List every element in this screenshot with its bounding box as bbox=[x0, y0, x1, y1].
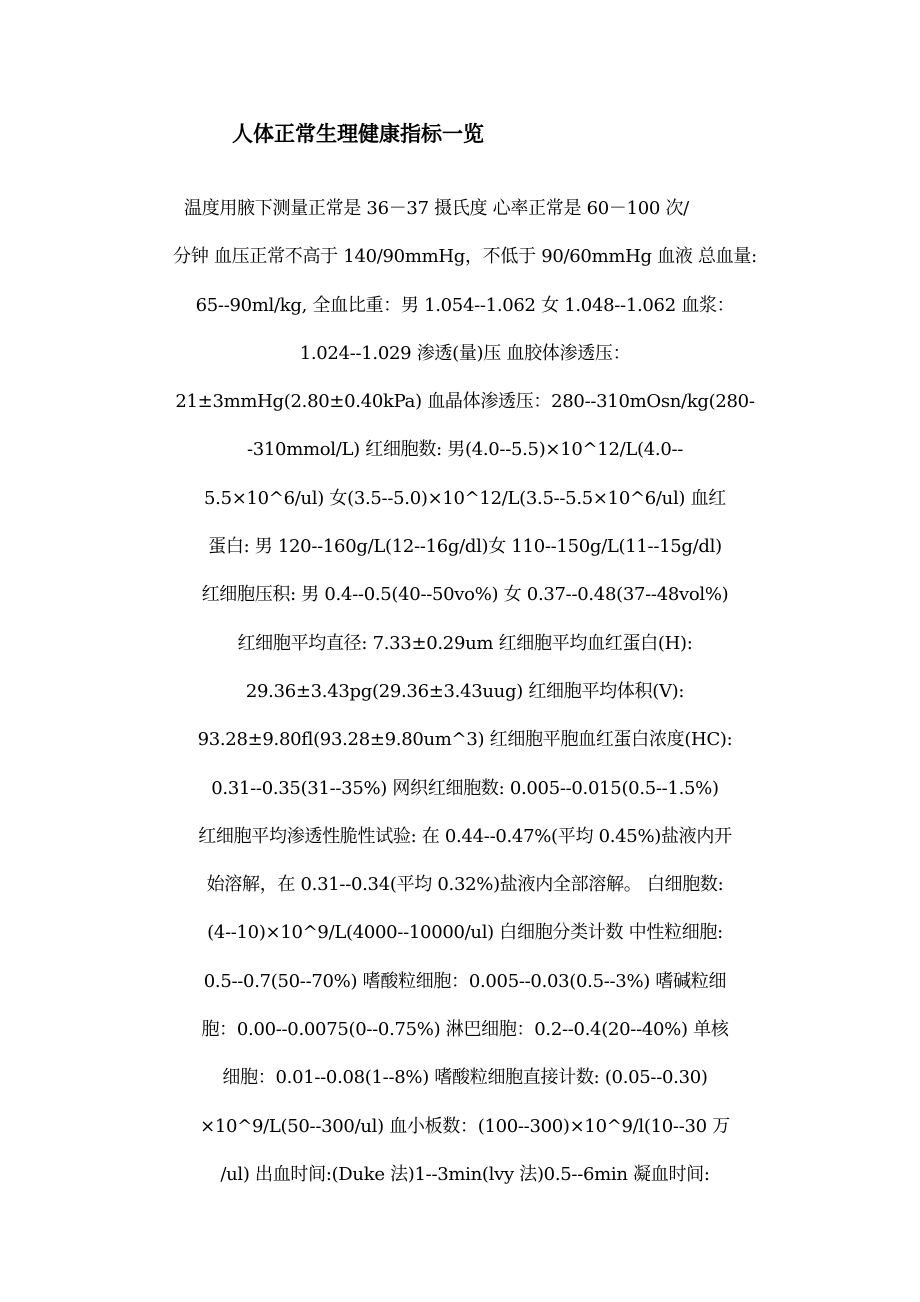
text-line: 21±3mmHg(2.80±0.40kPa) 血晶体渗透压：280--310mOsn/kg(280- bbox=[175, 391, 755, 413]
text-line: 0.5--0.7(50--70%) 嗜酸粒细胞：0.005--0.03(0.5--3%) 嗜碱粒细 bbox=[203, 970, 727, 992]
text-line: 5.5×10^6/ul) 女(3.5--5.0)×10^12/L(3.5--5.5×10^6/ul) 血红 bbox=[204, 487, 726, 509]
document-body bbox=[140, 187, 790, 1201]
text-line: 93.28±9.80fl(93.28±9.80um^3) 红细胞平胞血红蛋白浓度(HC): bbox=[197, 729, 733, 751]
text-line: 细胞：0.01--0.08(1--8%) 嗜酸粒细胞直接计数: (0.05--0.30) bbox=[222, 1067, 708, 1089]
text-line: 分钟 血压正常不高于 140/90mmHg，不低于 90/60mmHg 血液 总血量: bbox=[173, 246, 757, 268]
text-line: -310mmol/L) 红细胞数: 男(4.0--5.5)×10^12/L(4.0-- bbox=[246, 439, 684, 461]
text-line: 1.024--1.029 渗透(量)压 血胶体渗透压： bbox=[299, 342, 631, 364]
text-line: 红细胞平均渗透性脆性试验: 在 0.44--0.47%(平均 0.45%)盐液内开 bbox=[198, 825, 732, 847]
text-line: 始溶解，在 0.31--0.34(平均 0.32%)盐液内全部溶解。 白细胞数: bbox=[206, 874, 724, 896]
text-line: 65--90ml/kg, 全血比重：男 1.054--1.062 女 1.048--1.062 血浆： bbox=[195, 294, 735, 316]
text-line: /ul) 出血时间:(Duke 法)1--3min(lvy 法)0.5--6min 凝血时间: bbox=[220, 1163, 710, 1185]
document-title: 人体正常生理健康指标一览 bbox=[232, 122, 484, 146]
text-line: 温度用腋下测量正常是 36－37 摄氏度 心率正常是 60－100 次/ bbox=[184, 198, 689, 219]
text-line: 蛋白: 男 120--160g/L(12--16g/dl)女 110--150g/L(11--15g/dl) bbox=[208, 536, 722, 558]
text-line: 红细胞压积: 男 0.4--0.5(40--50vo%) 女 0.37--0.48(37--48vol%) bbox=[201, 584, 729, 606]
text-line: 29.36±3.43pg(29.36±3.43uug) 红细胞平均体积(V): bbox=[245, 680, 685, 702]
text-line: (4--10)×10^9/L(4000--10000/ul) 白细胞分类计数 中性粒细胞: bbox=[207, 922, 723, 944]
text-line: ×10^9/L(50--300/ul) 血小板数：(100--300)×10^9/l(10--30 万 bbox=[200, 1115, 730, 1137]
text-line: 0.31--0.35(31--35%) 网织红细胞数: 0.005--0.015(0.5--1.5%) bbox=[211, 777, 719, 799]
text-line: 胞：0.00--0.0075(0--0.75%) 淋巴细胞：0.2--0.4(20--40%) 单核 bbox=[201, 1019, 729, 1041]
text-line: 红细胞平均直径: 7.33±0.29um 红细胞平均血红蛋白(H): bbox=[237, 632, 693, 654]
